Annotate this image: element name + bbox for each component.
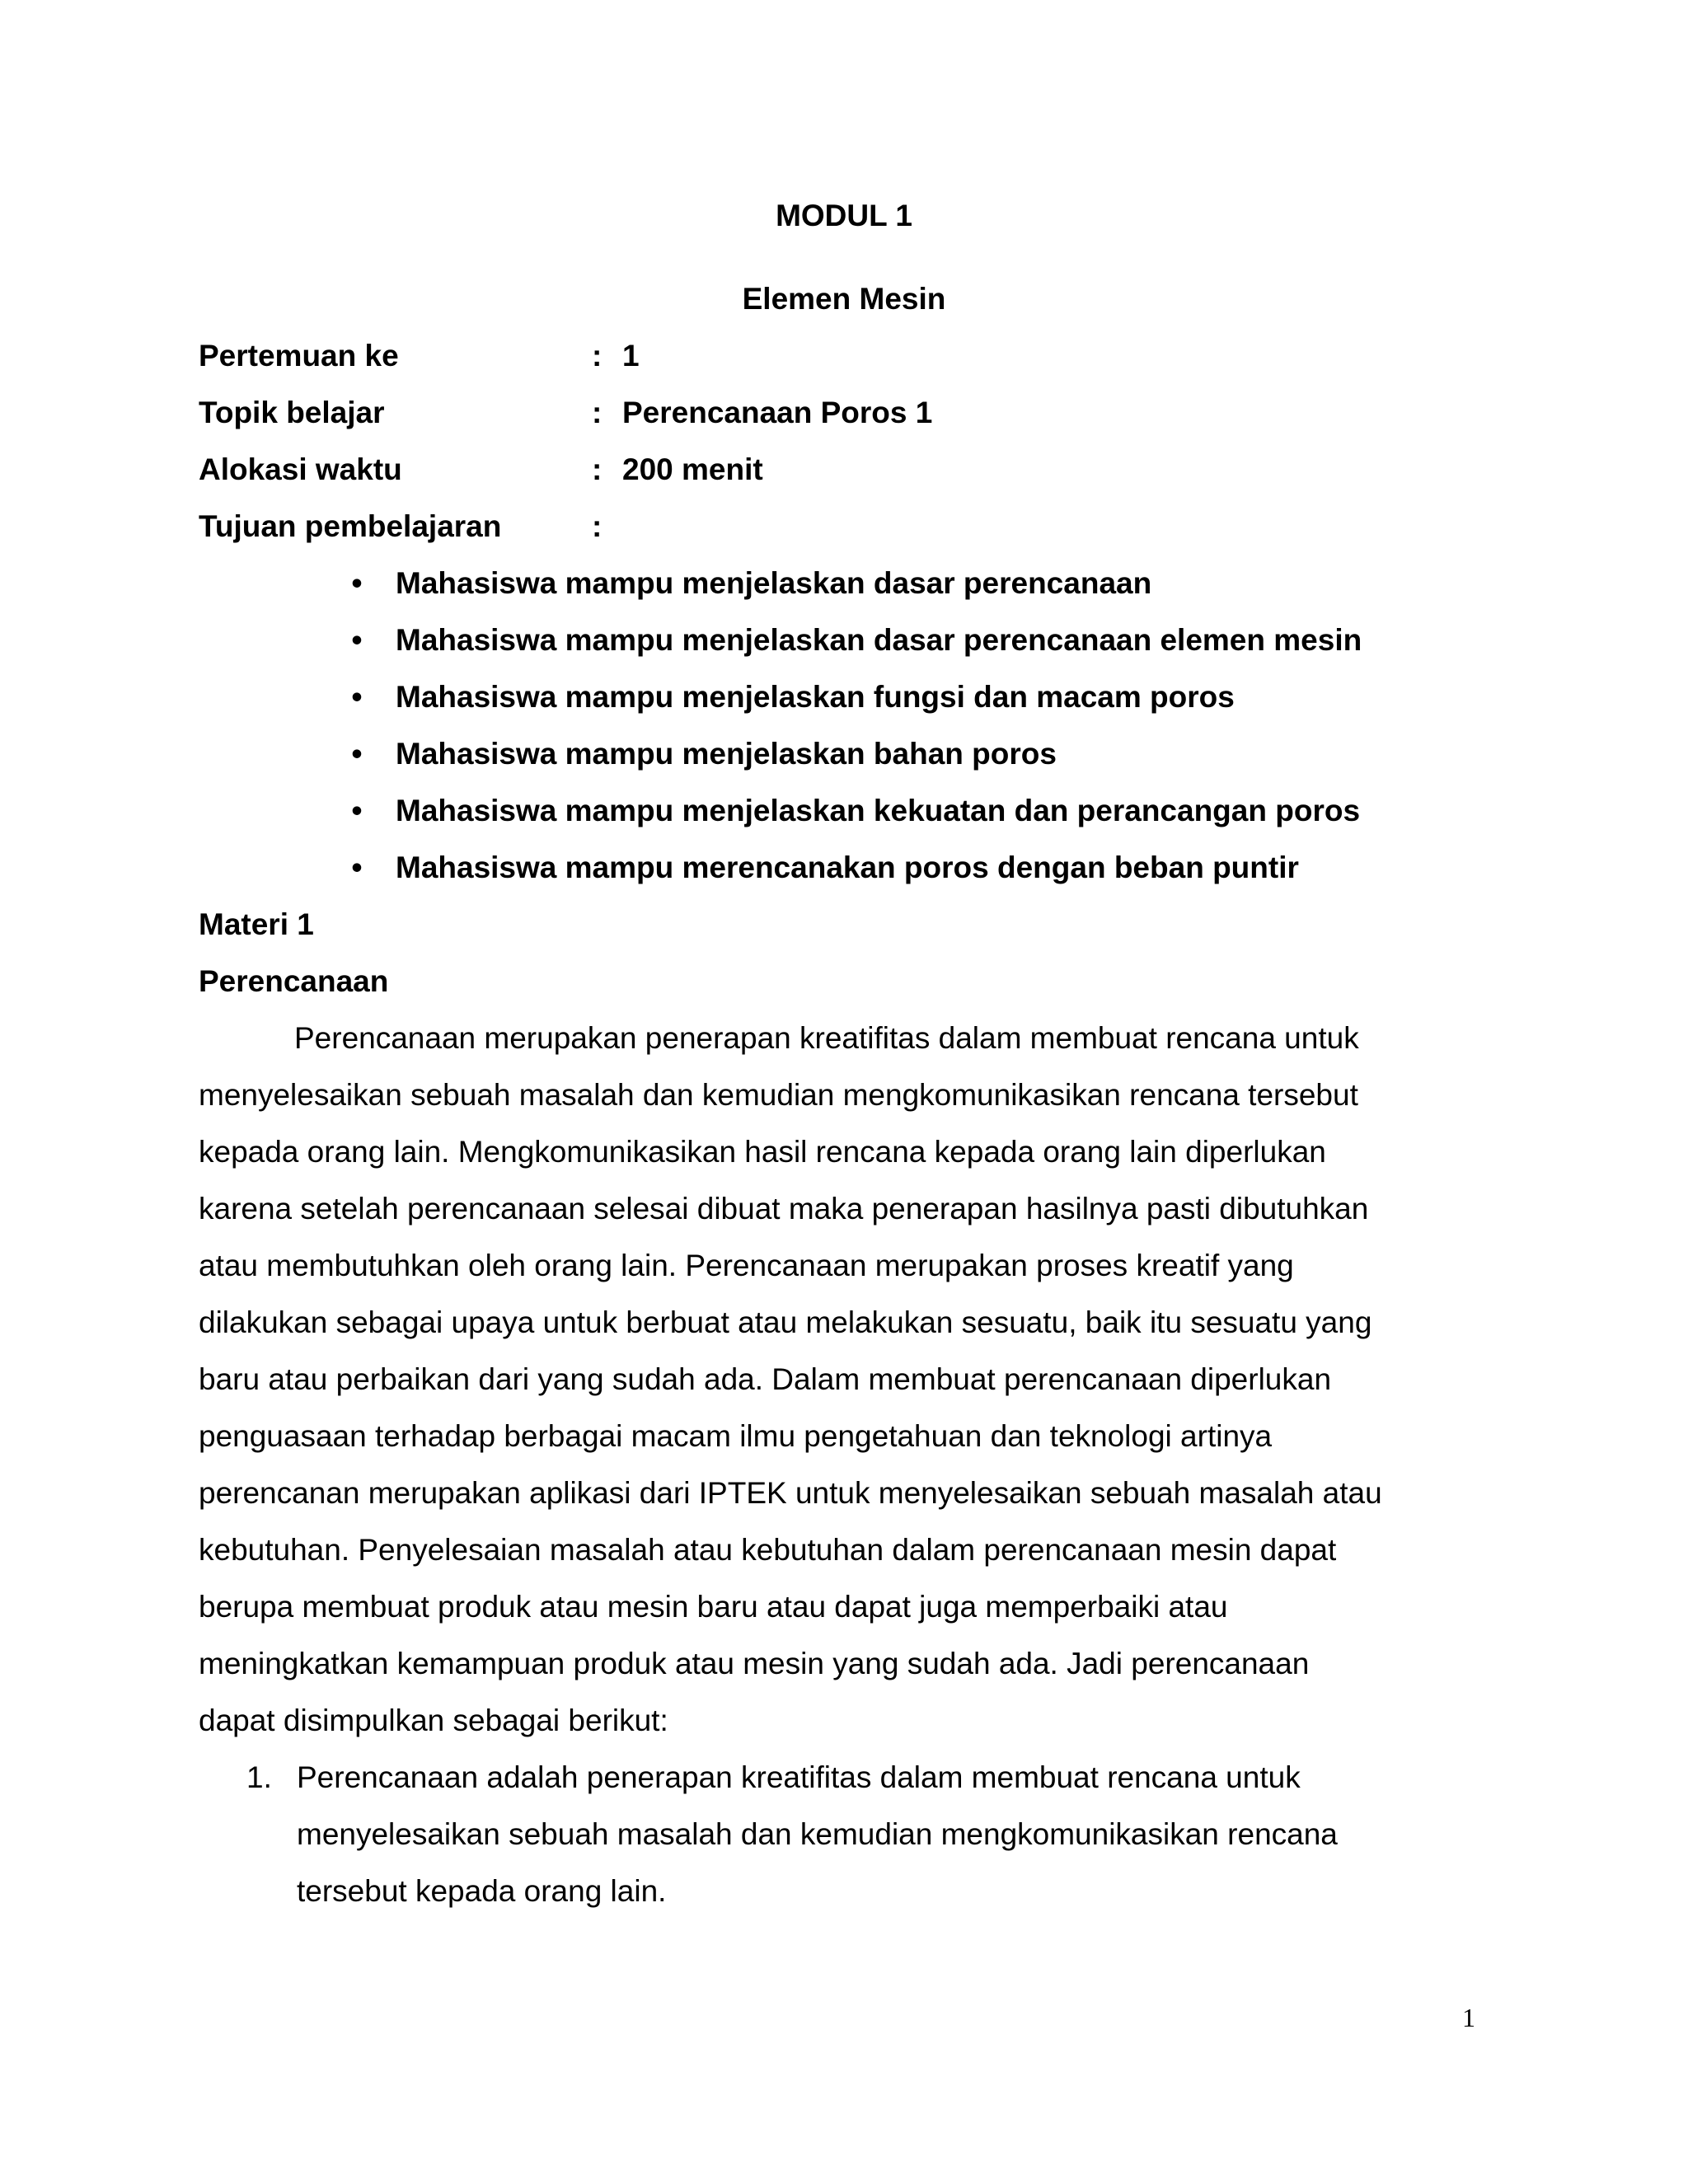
materi-heading: Materi 1 [199,907,314,941]
list-number: 1. [246,1760,272,1794]
paragraph-line: kebutuhan. Penyelesaian masalah atau kebutuhan dalam perencanaan mesin dapat [199,1533,1337,1567]
objective-text: Mahasiswa mampu merencanakan poros dengan beban puntir [396,851,1299,884]
list-item-line: Perencanaan adalah penerapan kreatifitas dalam membuat rencana untuk [297,1760,1301,1794]
bullet-icon: • [351,737,363,771]
bullet-icon: • [351,680,363,714]
bullet-icon: • [351,623,363,657]
meta-value: 200 menit [622,452,763,486]
objective-text: Mahasiswa mampu menjelaskan kekuatan dan perancangan poros [396,794,1361,827]
paragraph-line: atau membutuhkan oleh orang lain. Perencanaan merupakan proses kreatif yang [199,1249,1294,1282]
paragraph-line: meningkatkan kemampuan produk atau mesin yang sudah ada. Jadi perencanaan [199,1647,1310,1680]
paragraph-line: dilakukan sebagai upaya untuk berbuat atau melakukan sesuatu, baik itu sesuatu yang [199,1305,1372,1339]
paragraph-line: berupa membuat produk atau mesin baru atau dapat juga memperbaiki atau [199,1590,1228,1624]
paragraph-line: menyelesaikan sebuah masalah dan kemudian mengkomunikasikan rencana tersebut [199,1078,1358,1112]
page-number: 1 [1462,2003,1475,2032]
paragraph-line: Perencanaan merupakan penerapan kreatifitas dalam membuat rencana untuk [294,1021,1359,1055]
meta-label: Alokasi waktu [199,452,402,486]
meta-value: 1 [622,339,640,373]
materi-subheading: Perencanaan [199,964,389,998]
list-item-line: menyelesaikan sebuah masalah dan kemudian mengkomunikasikan rencana [297,1817,1338,1851]
meta-label: Tujuan pembelajaran [199,509,502,543]
list-item-line: tersebut kepada orang lain. [297,1874,667,1908]
meta-value: Perencanaan Poros 1 [622,396,933,429]
meta-colon: : [592,509,603,543]
objective-text: Mahasiswa mampu menjelaskan fungsi dan macam poros [396,680,1235,714]
bullet-icon: • [351,794,363,827]
objective-text: Mahasiswa mampu menjelaskan dasar perencanaan elemen mesin [396,623,1362,657]
meta-label: Topik belajar [199,396,385,429]
meta-colon: : [592,396,603,429]
meta-colon: : [592,339,603,373]
meta-label: Pertemuan ke [199,339,399,373]
bullet-icon: • [351,566,363,600]
paragraph-line: baru atau perbaikan dari yang sudah ada. Dalam membuat perencanaan diperlukan [199,1362,1332,1396]
subject-title: Elemen Mesin [742,282,946,316]
paragraph-line: penguasaan terhadap berbagai macam ilmu pengetahuan dan teknologi artinya [199,1419,1273,1453]
meta-colon: : [592,452,603,486]
paragraph-line: dapat disimpulkan sebagai berikut: [199,1704,668,1737]
paragraph-line: kepada orang lain. Mengkomunikasikan hasil rencana kepada orang lain diperlukan [199,1135,1326,1169]
paragraph-line: karena setelah perencanaan selesai dibuat maka penerapan hasilnya pasti dibutuhkan [199,1192,1369,1226]
bullet-icon: • [351,851,363,884]
objective-text: Mahasiswa mampu menjelaskan dasar perencanaan [396,566,1152,600]
objective-text: Mahasiswa mampu menjelaskan bahan poros [396,737,1057,771]
paragraph-line: perencanan merupakan aplikasi dari IPTEK untuk menyelesaikan sebuah masalah atau [199,1476,1382,1510]
module-title: MODUL 1 [776,199,912,232]
